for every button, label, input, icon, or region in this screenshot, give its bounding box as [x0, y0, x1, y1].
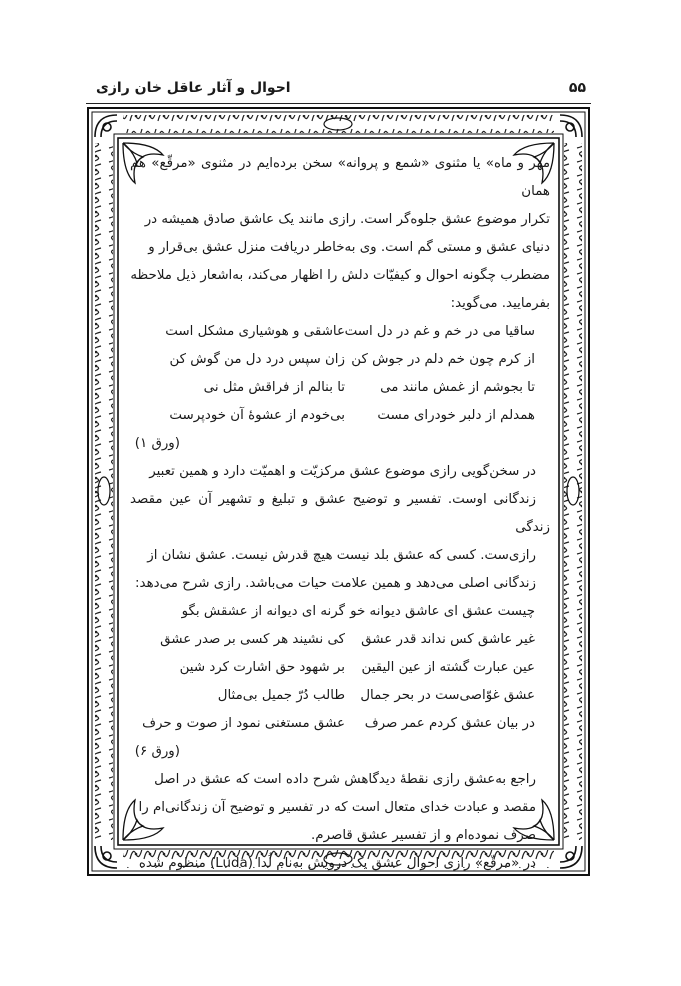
hemistich-second: زان سپس درد دل من گوش کن [169, 352, 345, 367]
verse-line [130, 626, 550, 654]
hemistich-second: کی نشیند هر کسی بر صدر عشق [160, 632, 345, 647]
paragraph-1 [130, 150, 550, 318]
text-line: مضطرب چگونه احوال و کیفیّات دلش را اظهار می‌کند، به‌اشعار ذیل ملاحظه [130, 268, 550, 283]
hemistich-first: ساقیا می در خم و غم در دل است [344, 324, 535, 339]
verse-line [130, 402, 550, 430]
hemistich-second: گرنه ای دیوانه از عشقش بگو [181, 604, 345, 619]
verse-line [130, 374, 550, 402]
text-line: رازی‌ست. کسی که عشق بلد نیست هیچ قدرش نیست. عشق نشان از [147, 548, 536, 563]
hemistich-second: عاشقی و هوشیاری مشکل است [165, 324, 345, 339]
header-rule [86, 103, 591, 104]
verse-line [130, 598, 550, 626]
text-line: راجع به‌عشق رازی نقطهٔ دیدگاهش شرح داده است که عشق در اصل [154, 772, 536, 787]
hemistich-first: از کرم چون خم دلم در جوش کن [351, 352, 535, 367]
verse-line [130, 682, 550, 710]
page-number: ۵۵ [568, 80, 586, 96]
text-line: مقصد و عبادت خدای متعال است که در تفسیر و توضیح آن زندگانی‌ام را [138, 800, 536, 815]
paragraph-4 [130, 850, 550, 878]
verse-line [130, 710, 550, 738]
hemistich-first: غیر عاشق کس نداند قدر عشق [361, 632, 535, 647]
hemistich-first: همدلم از دلبر خودرای مست [377, 408, 535, 423]
hemistich-second: بر شهود حق اشارت کرد شین [179, 660, 345, 675]
page-body [130, 150, 550, 878]
text-line: تکرار موضوع عشق جلوه‌گر است. رازی مانند یک عاشق صادق همیشه در [144, 212, 550, 227]
hemistich-first: عشق غوّاصی‌ست در بحر جمال [360, 688, 535, 703]
text-line: زندگانی اصلی می‌دهد و همین علامت حیات می‌باشد. رازی شرح می‌دهد: [135, 576, 536, 591]
paragraph-2 [130, 458, 550, 598]
hemistich-second: بی‌خودم از عشوهٔ آن خودپرست [169, 408, 345, 423]
hemistich-first: در بیان عشق کردم عمر صرف [364, 716, 535, 731]
hemistich-first: عین عبارت گشته از عین الیقین [361, 660, 535, 675]
verse-block-1 [130, 318, 550, 458]
running-title: احوال و آثار عاقل خان رازی [96, 80, 291, 96]
text-line: مهر و ماه» یا مثنوی «شمع و پروانه» سخن برده‌ایم در مثنوی «مرقّع» هم همان [130, 156, 550, 199]
text-line: بفرمایید. می‌گوید: [450, 296, 550, 311]
folio-reference: (ورق ۶) [134, 744, 180, 759]
hemistich-second: عشق مستغنی نمود از صوت و حرف [142, 716, 345, 731]
verse-line [130, 346, 550, 374]
hemistich-second: طالب دُرّ جمیل بی‌مثال [217, 688, 345, 703]
text-line: در سخن‌گویی رازی موضوع عشق مرکزیّت و اهمیّت دارد و همین تعبیر [149, 464, 536, 479]
folio-reference: (ورق ۱) [134, 436, 180, 451]
hemistich-first: تا بجوشم از غمش مانند می [380, 380, 535, 395]
text-line: در «مرقّع» رازی احوال عشق یک درویش به‌نام لُدا (Luda) منظوم شده [138, 856, 536, 871]
text-line: دنیای عشق و مستی گم است. وی به‌خاطر دریافت منزل عشق بی‌قرار و [148, 240, 550, 255]
paragraph-3 [130, 766, 550, 850]
verse-block-2 [130, 598, 550, 766]
page-header [96, 80, 586, 104]
text-line: صرف نموده‌ام و از تفسیر عشق قاصرم. [311, 828, 536, 843]
text-line: زندگانی اوست. تفسیر و توضیح عشق و تبلیغ و تشهیر آن عین مقصد زندگی [130, 492, 550, 535]
verse-line [130, 654, 550, 682]
hemistich-second: تا بنالم از فراقش مثل نی [203, 380, 345, 395]
verse-line [130, 318, 550, 346]
hemistich-first: چیست عشق ای عاشق دیوانه خو [350, 604, 535, 619]
